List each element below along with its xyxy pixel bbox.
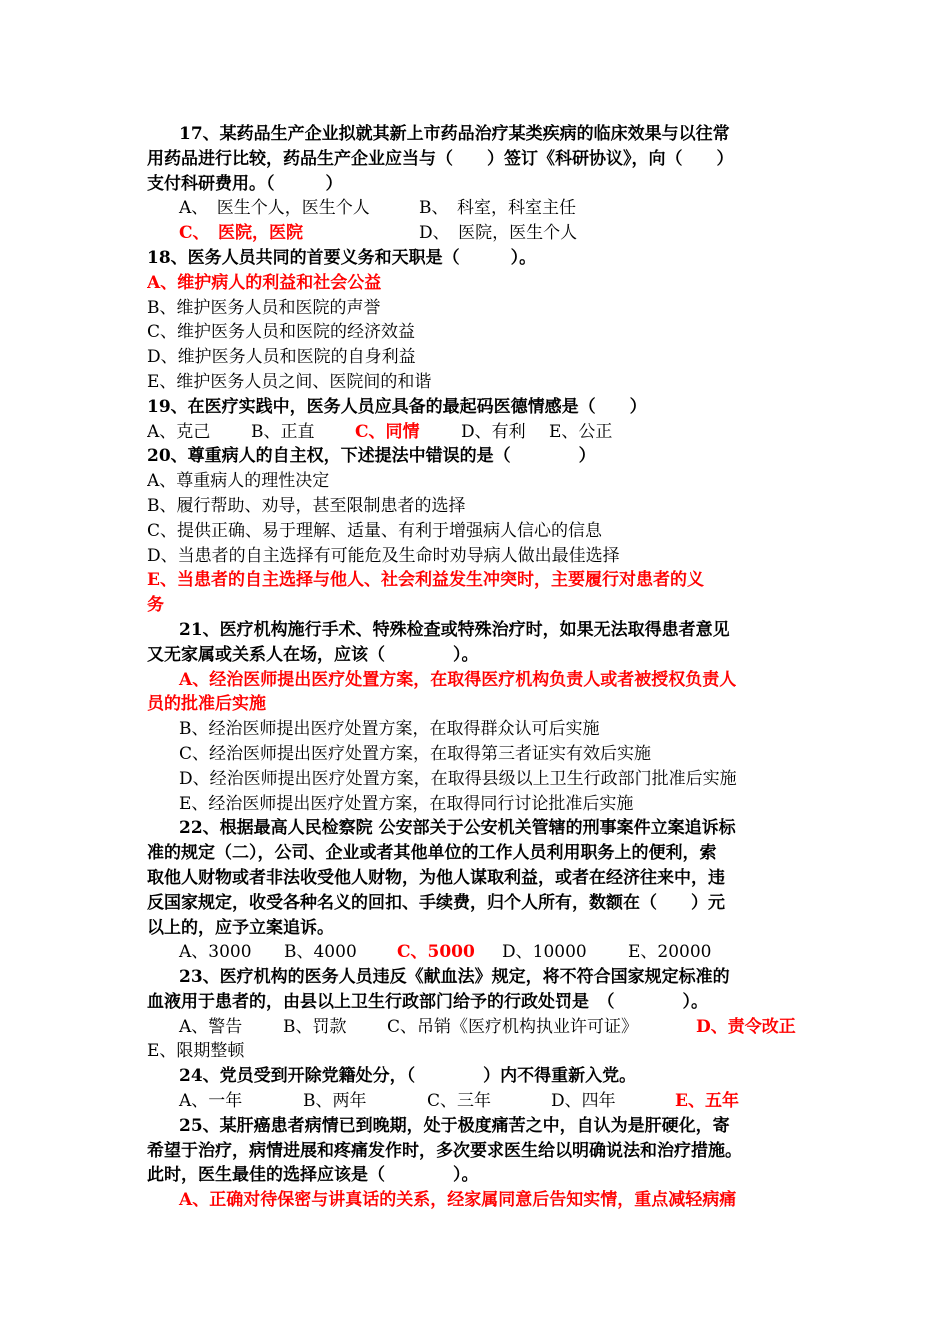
question-17-options-row-1 [147,196,807,221]
question-17-option-c-answer: C、 医院，医院 [179,223,304,244]
question-20-option-e-answer-line-1: E、当患者的自主选择与他人、社会利益发生冲突时，主要履行对患者的义 [147,570,704,591]
question-17-option-a: A、 医生个人，医生个人 [179,198,370,219]
question-19-option-a: A、克己 [147,421,211,442]
question-24-option-e-answer: E、五年 [675,1091,739,1112]
question-18-option-c: C、维护医务人员和医院的经济效益 [147,322,416,343]
question-19-options-row [147,420,807,445]
question-22-option-d: D、10000 [502,942,587,963]
question-22-stem-line-4: 反国家规定，收受各种名义的回扣、手续费，归个人所有，数额在（ ）元 [147,892,725,913]
question-21-option-d: D、经治医师提出医疗处置方案，在取得县级以上卫生行政部门批准后实施 [179,768,737,789]
question-22-option-b: B、4000 [284,942,357,963]
question-21-option-b: B、经治医师提出医疗处置方案，在取得群众认可后实施 [179,719,600,740]
question-18-option-e: E、维护医务人员之间、医院间的和谐 [147,371,432,392]
question-23-stem-line-1: 23、医疗机构的医务人员违反《献血法》规定，将不符合国家规定标准的 [179,967,730,988]
question-20-option-b: B、履行帮助、劝导，甚至限制患者的选择 [147,495,466,516]
question-19-stem: 19、在医疗实践中，医务人员应具备的最起码医德情感是（ ） [147,396,647,417]
question-25-stem-line-2: 希望于治疗，病情进展和疼痛发作时，多次要求医生给以明确说法和治疗措施。 [147,1140,742,1161]
question-21-option-c: C、经治医师提出医疗处置方案，在取得第三者证实有效后实施 [179,743,652,764]
question-22-option-c-answer: C、5000 [397,942,475,963]
question-24-option-a: A、一年 [179,1091,243,1112]
question-20-option-c: C、提供正确、易于理解、适量、有利于增强病人信心的信息 [147,520,603,541]
question-21-stem-line-1: 21、医疗机构施行手术、特殊检查或特殊治疗时，如果无法取得患者意见 [179,619,730,640]
question-20-option-e-answer-line-2: 务 [147,595,164,616]
question-17-option-b: B、 科室，科室主任 [419,198,576,219]
question-23-stem-line-2: 血液用于患者的，由县以上卫生行政部门给予的行政处罚是 （ ）。 [147,991,708,1012]
question-17-stem-line-3: 支付科研费用。（ ） [147,173,343,194]
question-25-stem-line-3: 此时，医生最佳的选择应该是（ ）。 [147,1165,479,1186]
question-22-stem-line-3: 取他人财物或者非法收受他人财物，为他人谋取利益，或者在经济往来中，违 [147,867,725,888]
question-18-stem: 18、医务人员共同的首要义务和天职是（ ）。 [147,247,537,268]
question-21-stem-line-2: 又无家属或关系人在场，应该（ ）。 [147,644,479,665]
question-24-option-b: B、两年 [303,1091,367,1112]
question-22-stem-line-1: 22、根据最高人民检察院 公安部关于公安机关管辖的刑事案件立案追诉标 [179,818,736,839]
question-24-option-d: D、四年 [551,1091,616,1112]
question-23-option-a: A、警告 [179,1016,243,1037]
question-24-stem: 24、党员受到开除党籍处分，（ ）内不得重新入党。 [179,1066,637,1087]
question-20-option-a: A、尊重病人的理性决定 [147,471,330,492]
question-20-option-d: D、当患者的自主选择有可能危及生命时劝导病人做出最佳选择 [147,545,620,566]
question-22-stem-line-5: 以上的，应予立案追诉。 [147,917,334,938]
question-21-option-a-answer-line-2: 员的批准后实施 [147,694,266,715]
question-17-stem-line-1: 17、某药品生产企业拟就其新上市药品治疗某类疾病的临床效果与以往常 [179,124,730,144]
question-25-stem-line-1: 25、某肝癌患者病情已到晚期，处于极度痛苦之中，自认为是肝硬化，寄 [179,1115,730,1136]
question-23-option-d-answer: D、责令改正 [696,1016,796,1037]
question-25-option-a-answer: A、正确对待保密与讲真话的关系，经家属同意后告知实情，重点减轻病痛 [179,1190,737,1211]
question-22-options-row [147,940,807,965]
question-20-stem: 20、尊重病人的自主权，下述提法中错误的是（ ） [147,446,596,467]
question-22-option-a: A、3000 [179,942,252,963]
question-23-options-row-1 [147,1015,807,1040]
question-18-option-d: D、维护医务人员和医院的自身利益 [147,347,416,368]
question-21-option-a-answer-line-1: A、经治医师提出医疗处置方案，在取得医疗机构负责人或者被授权负责人 [179,669,737,690]
question-19-option-e: E、公正 [549,421,613,442]
question-19-option-c-answer: C、同情 [355,421,420,442]
question-23-option-c: C、吊销《医疗机构执业许可证》 [387,1016,639,1037]
question-19-option-d: D、有利 [461,421,526,442]
question-17-options-row-2 [147,221,807,246]
question-24-options-row [147,1089,807,1114]
question-18-option-a-answer: A、维护病人的利益和社会公益 [147,272,382,293]
question-17-option-d: D、 医院，医生个人 [419,223,578,244]
question-22-option-e: E、20000 [628,942,712,963]
question-list [147,122,807,1213]
question-24-option-c: C、三年 [427,1091,492,1112]
question-19-option-b: B、正直 [251,421,315,442]
question-17-stem-line-2: 用药品进行比较，药品生产企业应当与（ ）签订《科研协议》，向（ ） [147,148,734,169]
question-22-stem-line-2: 准的规定（二），公司、企业或者其他单位的工作人员利用职务上的便利，索 [147,843,717,864]
question-21-option-e: E、经治医师提出医疗处置方案，在取得同行讨论批准后实施 [179,793,634,814]
question-23-option-e: E、限期整顿 [147,1041,245,1062]
question-18-option-b: B、维护医务人员和医院的声誉 [147,297,381,318]
question-23-option-b: B、罚款 [283,1016,347,1037]
